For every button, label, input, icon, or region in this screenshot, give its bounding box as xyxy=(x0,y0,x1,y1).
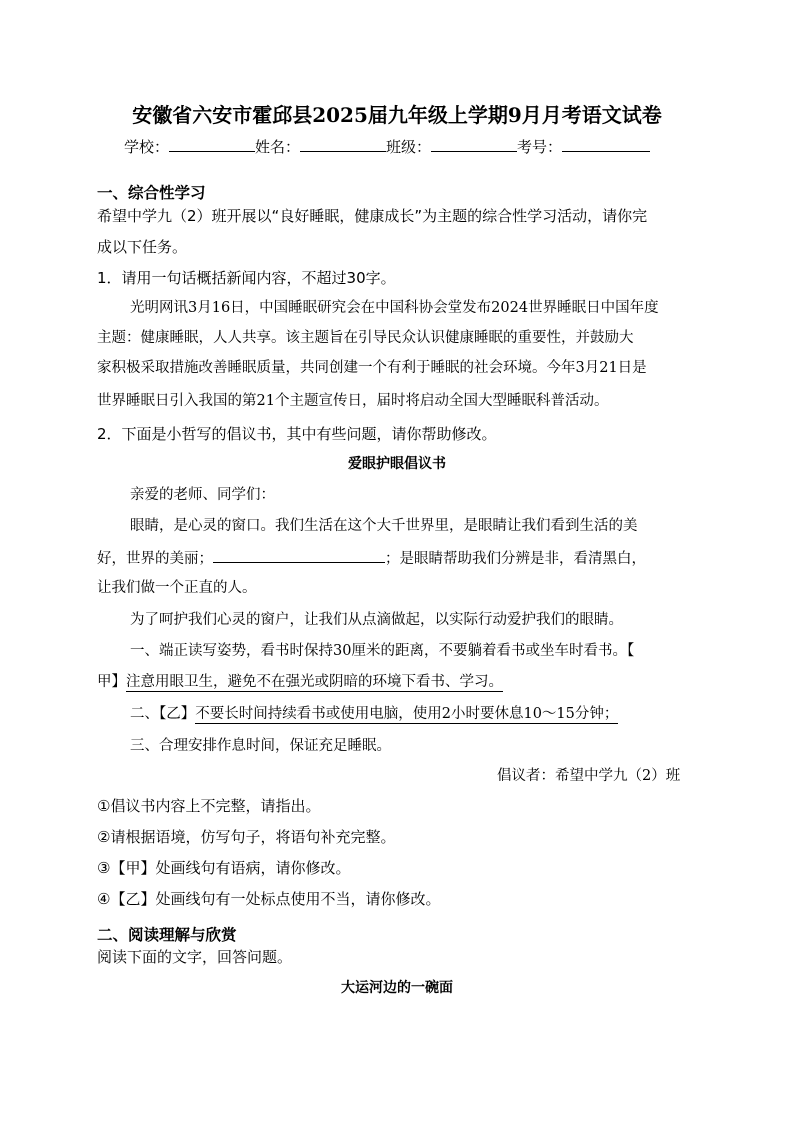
proposal-title: 爱眼护眼倡议书 xyxy=(348,456,446,472)
number-label: 考号： xyxy=(517,138,563,156)
page-title: 安徽省六安市霍邱县2025届九年级上学期9月月考语文试卷 xyxy=(132,103,662,127)
proposal-para2: 为了呵护我们心灵的窗户，让我们从点滴做起，以实际行动爱护我们的眼睛。 xyxy=(130,612,623,628)
sub-question-2: ②请根据语境，仿写句子，将语句补充完整。 xyxy=(97,828,396,846)
item1-marker: 甲】 xyxy=(97,674,126,690)
class-label: 班级： xyxy=(386,138,432,156)
proposal-para1-line3: 让我们做一个正直的人。 xyxy=(97,580,257,596)
fill-in-blank xyxy=(213,547,385,563)
section2-heading: 二、阅读理解与欣赏 xyxy=(97,926,237,944)
sub-question-1: ①倡议书内容上不完整，请指出。 xyxy=(97,797,321,815)
sub-question-3: ③【甲】处画线句有语病，请你修改。 xyxy=(97,859,351,877)
underlined-sentence-jia: 注意用眼卫生，避免不在强光或阴暗的环境下看书、学习。 xyxy=(126,674,503,690)
class-blank xyxy=(431,136,517,152)
school-blank xyxy=(169,136,255,152)
article-title: 大运河边的一碗面 xyxy=(341,980,453,996)
proposal-para1-line1: 眼睛，是心灵的窗口。我们生活在这个大千世界里，是眼睛让我们看到生活的美 xyxy=(130,518,638,534)
student-info-line xyxy=(124,136,650,157)
news-line3: 家积极采取措施改善睡眠质量，共同创建一个有利于睡眠的社会环境。今年3月21日是 xyxy=(97,360,647,376)
underlined-sentence-yi: 不要长时间持续看书或使用电脑，使用2小时要休息10～15分钟； xyxy=(195,706,619,722)
section1-intro-line1: 希望中学九（2）班开展以“良好睡眠，健康成长”为主题的综合性学习活动，请你完 xyxy=(97,207,648,225)
proposal-item2 xyxy=(130,704,618,724)
proposal-greeting: 亲爱的老师、同学们： xyxy=(130,487,275,503)
section2-intro: 阅读下面的文字，回答问题。 xyxy=(97,948,293,966)
name-label: 姓名： xyxy=(255,138,301,156)
section1-intro-line2: 成以下任务。 xyxy=(97,238,188,256)
item2-marker: 二、【乙】 xyxy=(130,706,196,722)
para1-line2-start: 好，世界的美丽； xyxy=(97,551,213,567)
proposal-item3: 三、合理安排作息时间，保证充足睡眠。 xyxy=(130,738,391,754)
news-line2: 主题：健康睡眠，人人共享。该主题旨在引导民众认识健康睡眠的重要性，并鼓励大 xyxy=(97,330,634,346)
sub-question-4: ④【乙】处画线句有一处标点使用不当，请你修改。 xyxy=(97,890,441,908)
news-line1: 光明网讯3月16日，中国睡眠研究会在中国科协会堂发布2024世界睡眠日中国年度 xyxy=(130,300,659,316)
news-line4: 世界睡眠日引入我国的第21个主题宣传日，届时将启动全国大型睡眠科普活动。 xyxy=(97,393,609,409)
para1-line2-end: ；是眼睛帮助我们分辨是非，看清黑白， xyxy=(385,551,646,567)
number-blank xyxy=(562,136,650,152)
question-1: 1．请用一句话概括新闻内容，不超过30字。 xyxy=(97,269,396,287)
proposal-para1-line2 xyxy=(97,547,646,569)
proposal-signature: 倡议者：希望中学九（2）班 xyxy=(497,768,681,784)
proposal-item1-line1: 一、端正读写姿势，看书时保持30厘米的距离，不要躺着看书或坐车时看书。【 xyxy=(130,643,635,659)
question-2: 2．下面是小哲写的倡议书，其中有些问题，请你帮助修改。 xyxy=(97,425,497,443)
section1-heading: 一、综合性学习 xyxy=(97,184,206,202)
name-blank xyxy=(300,136,386,152)
school-label: 学校： xyxy=(124,138,170,156)
proposal-item1-line2 xyxy=(97,672,503,692)
